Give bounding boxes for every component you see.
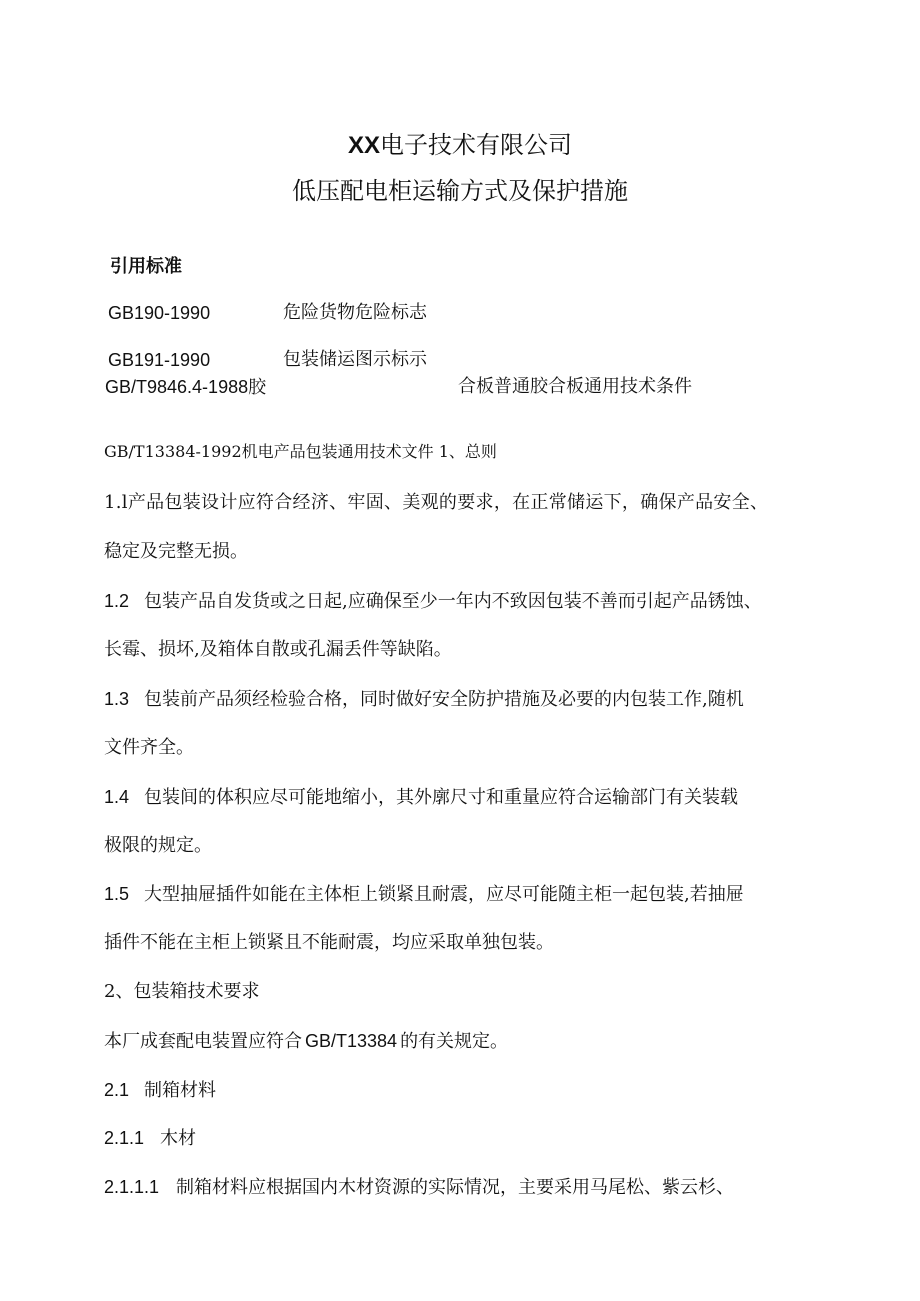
reference-code-3: GB/T9846.4-1988胶: [105, 377, 267, 397]
para-1-2-line-2: 长霉、损坏,及箱体自散或孔漏丢件等缺陷。: [104, 639, 452, 660]
para-1-4-line-2: 极限的规定。: [104, 835, 212, 856]
section-2-1-1-1-text: 制箱材料应根据国内木材资源的实际情况，主要采用马尾松、紫云杉、: [176, 1177, 734, 1198]
reference-name-3: 合板普通胶合板通用技术条件: [458, 376, 692, 397]
reference-name-1: 危险货物危险标志: [283, 302, 427, 323]
para-1-5-line-2: 插件不能在主柜上锁紧且不能耐震，均应采取单独包装。: [104, 932, 554, 953]
para-1-5-line-1: [104, 883, 744, 906]
para-1-4-text: 包装间的体积应尽可能地缩小，其外廓尺寸和重量应符合运输部门有关装载: [144, 787, 738, 808]
section-2-intro-pre: 本厂成套配电装置应符合: [104, 1031, 302, 1052]
section-2-1-1: [104, 1127, 196, 1150]
company-prefix: XX: [347, 132, 380, 159]
para-1-3-line-2: 文件齐全。: [104, 737, 194, 758]
section-2-1-1-label: 木材: [160, 1128, 196, 1149]
section-2-1-1-number: 2.1.1: [104, 1128, 145, 1148]
para-1-4-number: 1.4: [104, 787, 130, 807]
document-title: 低压配电柜运输方式及保护措施: [292, 177, 628, 205]
section-2-1: [104, 1079, 216, 1102]
para-1-3-text: 包装前产品须经检验合格，同时做好安全防护措施及必要的内包装工作,随机: [144, 689, 744, 710]
reference-line-4: GB/T13384-1992机电产品包装通用技术文件 1、总则: [104, 442, 497, 461]
section-2-intro: [104, 1030, 508, 1053]
section-2-intro-code: GB/T13384: [305, 1031, 398, 1051]
para-1-5-text: 大型抽屉插件如能在主体柜上锁紧且耐震，应尽可能随主柜一起包装,若抽屉: [144, 884, 744, 905]
section-2-1-1-1: [104, 1176, 734, 1199]
references-heading: 引用标准: [110, 256, 182, 277]
section-2-heading: 2、包装箱技术要求: [104, 981, 260, 1002]
para-1-3-number: 1.3: [104, 689, 130, 709]
company-name: [0, 130, 920, 161]
para-1-1-line-2: 稳定及完整无损。: [104, 541, 248, 562]
section-2-intro-post: 的有关规定。: [400, 1031, 509, 1052]
section-2-1-label: 制箱材料: [144, 1080, 216, 1101]
para-1-3-line-1: [104, 688, 744, 711]
para-1-2-number: 1.2: [104, 591, 130, 611]
reference-code-1: GB190-1990: [108, 303, 211, 323]
section-2-1-number: 2.1: [104, 1080, 130, 1100]
reference-name-2: 包装储运图示标示: [283, 349, 427, 370]
para-1-5-number: 1.5: [104, 884, 130, 904]
company-name-rest: 电子技术有限公司: [380, 131, 572, 159]
para-1-2-text: 包装产品自发货或之日起,应确保至少一年内不致因包装不善而引起产品锈蚀、: [144, 591, 762, 612]
para-1-4-line-1: [104, 786, 738, 809]
reference-code-2: GB191-1990: [108, 350, 211, 370]
para-1-1-line-1: 1.l产品包装设计应符合经济、牢固、美观的要求，在正常储运下，确保产品安全、: [104, 492, 769, 513]
para-1-2-line-1: [104, 590, 762, 613]
section-2-1-1-1-number: 2.1.1.1: [104, 1177, 160, 1197]
